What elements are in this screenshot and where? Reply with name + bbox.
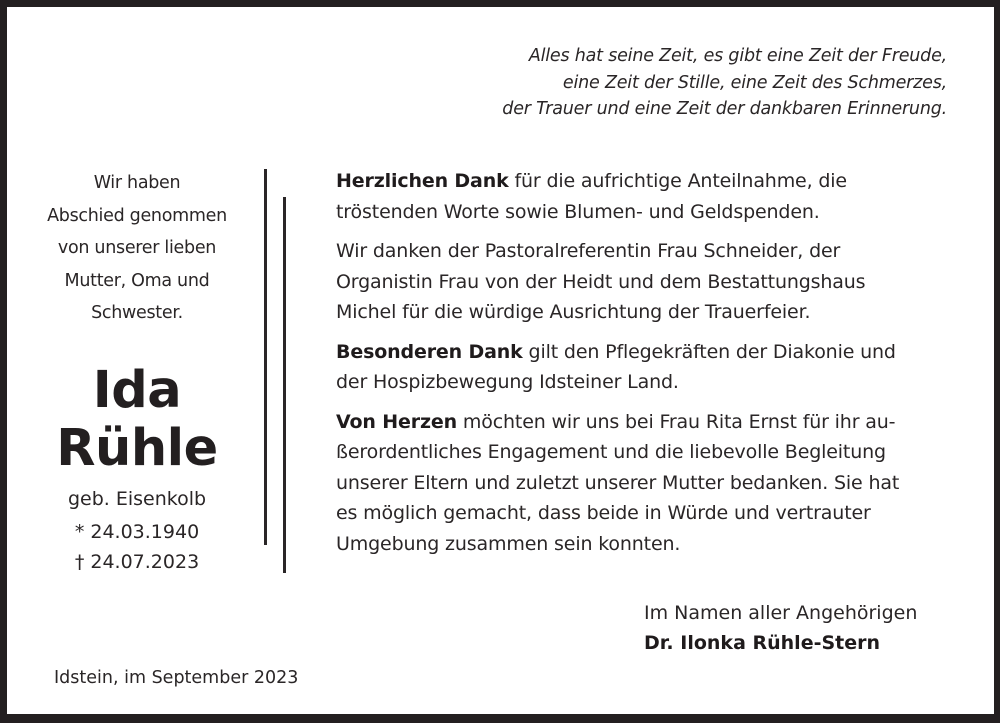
thanks-text bbox=[336, 166, 976, 568]
notice-frame bbox=[7, 7, 994, 714]
intro-line: Abschied genommen bbox=[47, 205, 227, 226]
death-date: 24.07.2023 bbox=[90, 551, 200, 573]
motto-line: der Trauer und eine Zeit der dankbaren Erinnerung. bbox=[502, 99, 947, 119]
thanks-paragraph bbox=[336, 337, 976, 398]
death-line bbox=[37, 547, 237, 577]
thanks-paragraph bbox=[336, 407, 976, 560]
birth-star-icon: * bbox=[74, 521, 85, 543]
text-run: möchten wir uns bei Frau Rita Ernst für ihr au- bbox=[457, 410, 896, 433]
divider-line-right bbox=[283, 197, 286, 573]
first-name: Ida bbox=[92, 361, 182, 420]
motto-quote bbox=[502, 43, 947, 123]
intro-line: von unserer lieben bbox=[57, 238, 217, 259]
intro-line: Schwester. bbox=[91, 303, 183, 324]
intro-text bbox=[37, 167, 237, 330]
text-line: tröstenden Worte sowie Blumen- und Geldspenden. bbox=[336, 200, 820, 223]
signature-block bbox=[644, 598, 917, 658]
thanks-paragraph bbox=[336, 166, 976, 227]
text-line bbox=[336, 407, 976, 438]
text-line bbox=[336, 166, 976, 197]
text-line: Umgebung zusammen sein konnten. bbox=[336, 532, 681, 555]
motto-line: eine Zeit der Stille, eine Zeit des Schmerzes, bbox=[562, 72, 947, 93]
text-line: unserer Eltern und zuletzt unserer Mutter bedanken. Sie hat bbox=[336, 471, 900, 494]
emphasis: Herzlichen Dank bbox=[336, 170, 509, 192]
maiden-name: geb. Eisenkolb bbox=[67, 488, 207, 510]
signer-name: Dr. Ilonka Rühle-Stern bbox=[644, 632, 881, 654]
deceased-details bbox=[37, 484, 237, 577]
text-line: Wir danken der Pastoralreferentin Frau Schneider, der bbox=[336, 240, 841, 262]
last-name: Rühle bbox=[56, 419, 218, 478]
emphasis: Besonderen Dank bbox=[336, 340, 523, 363]
place-date: Idstein, im September 2023 bbox=[54, 668, 299, 688]
thanks-paragraph bbox=[336, 236, 976, 328]
text-line: Organistin Frau von der Heidt und dem Bestattungshaus bbox=[336, 270, 866, 293]
intro-line: Mutter, Oma und bbox=[64, 270, 210, 291]
birth-date: 24.03.1940 bbox=[90, 521, 200, 543]
text-line: ßerordentliches Engagement und die liebevolle Begleitung bbox=[336, 441, 886, 463]
intro-line: Wir haben bbox=[93, 173, 181, 193]
text-line bbox=[336, 337, 976, 368]
birth-line bbox=[37, 517, 237, 547]
on-behalf-text: Im Namen aller Angehörigen bbox=[644, 602, 918, 624]
deceased-name bbox=[37, 362, 237, 478]
text-run: gilt den Pflegekräften der Diakonie und bbox=[522, 340, 896, 363]
emphasis: Von Herzen bbox=[336, 410, 457, 433]
text-line: es möglich gemacht, dass beide in Würde und vertrauter bbox=[336, 502, 871, 524]
text-line: Michel für die würdige Ausrichtung der Trauerfeier. bbox=[336, 301, 811, 323]
text-run: für die aufrichtige Anteilnahme, die bbox=[508, 170, 847, 192]
motto-line: Alles hat seine Zeit, es gibt eine Zeit der Freude, bbox=[528, 46, 947, 66]
death-cross-icon: † bbox=[74, 551, 85, 573]
text-line: der Hospizbewegung Idsteiner Land. bbox=[336, 371, 679, 393]
divider-line-left bbox=[264, 169, 267, 545]
